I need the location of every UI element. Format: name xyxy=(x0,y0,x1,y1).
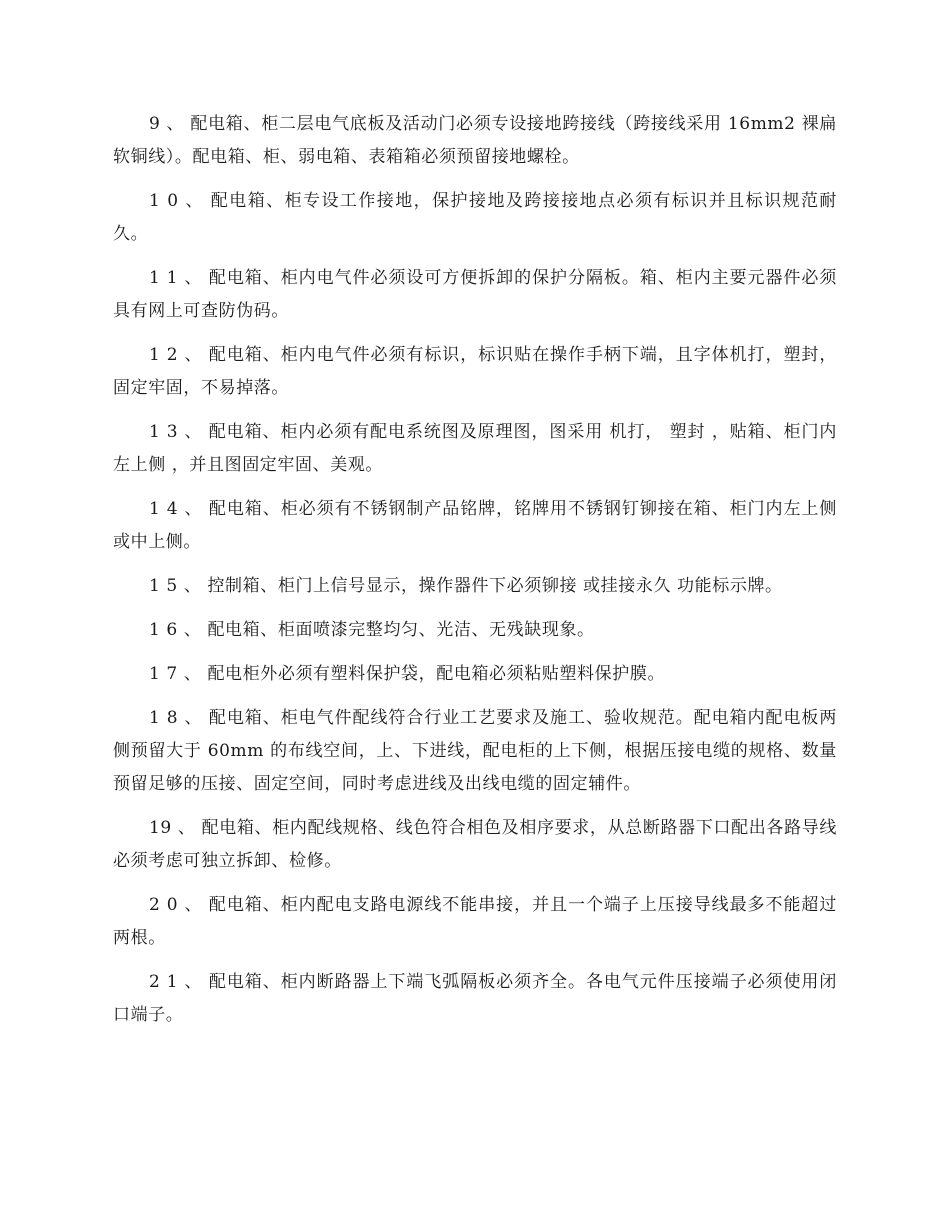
paragraph-19: 19 、 配电箱、柜内配线规格、线色符合相色及相序要求，从总断路器下口配出各路导线必须考虑可独立拆卸、检修。 xyxy=(113,818,837,871)
paragraph-20: 2 0 、 配电箱、柜内配电支路电源线不能串接，并且一个端子上压接导线最多不能超过两根。 xyxy=(113,895,837,948)
paragraph-16: 1 6 、 配电箱、柜面喷漆完整均匀、光洁、无残缺现象。 xyxy=(149,620,595,640)
paragraph-13: 1 3 、 配电箱、柜内必须有配电系统图及原理图，图采用 机打， 塑封 ，贴箱、柜门内左上侧 ，并且图固定牢固、美观。 xyxy=(113,422,837,475)
paragraph-17: 1 7 、 配电柜外必须有塑料保护袋，配电箱必须粘贴塑料保护膜。 xyxy=(149,664,666,684)
paragraph-21: 2 1 、 配电箱、柜内断路器上下端飞弧隔板必须齐全。各电气元件压接端子必须使用闭口端子。 xyxy=(113,972,837,1025)
paragraph-18: 1 8 、 配电箱、柜电气件配线符合行业工艺要求及施工、验收规范。配电箱内配电板两侧预留大于 60mm 的布线空间，上、下进线，配电柜的上下侧，根据压接电缆的规格、数量预留足够的压接、固定空间，同时考虑进线及出线电缆的固定辅件。 xyxy=(113,708,837,794)
document-body xyxy=(113,108,837,1043)
paragraph-10: 1 0 、 配电箱、柜专设工作接地，保护接地及跨接接地点必须有标识并且标识规范耐久。 xyxy=(113,191,837,244)
paragraph-11: 1 1 、 配电箱、柜内电气件必须设可方便拆卸的保护分隔板。箱、柜内主要元器件必须具有网上可查防伪码。 xyxy=(113,268,837,321)
paragraph-15: 1 5 、 控制箱、柜门上信号显示，操作器件下必须铆接 或挂接永久 功能标示牌。 xyxy=(149,576,783,596)
paragraph-14: 1 4 、 配电箱、柜必须有不锈钢制产品铭牌，铭牌用不锈钢钉铆接在箱、柜门内左上侧或中上侧。 xyxy=(113,499,837,552)
paragraph-12: 1 2 、 配电箱、柜内电气件必须有标识，标识贴在操作手柄下端，且字体机打，塑封，固定牢固，不易掉落。 xyxy=(113,345,837,398)
paragraph-9: 9 、 配电箱、柜二层电气底板及活动门必须专设接地跨接线（跨接线采用 16mm2 裸扁软铜线）。配电箱、柜、弱电箱、表箱箱必须预留接地螺栓。 xyxy=(113,114,837,167)
